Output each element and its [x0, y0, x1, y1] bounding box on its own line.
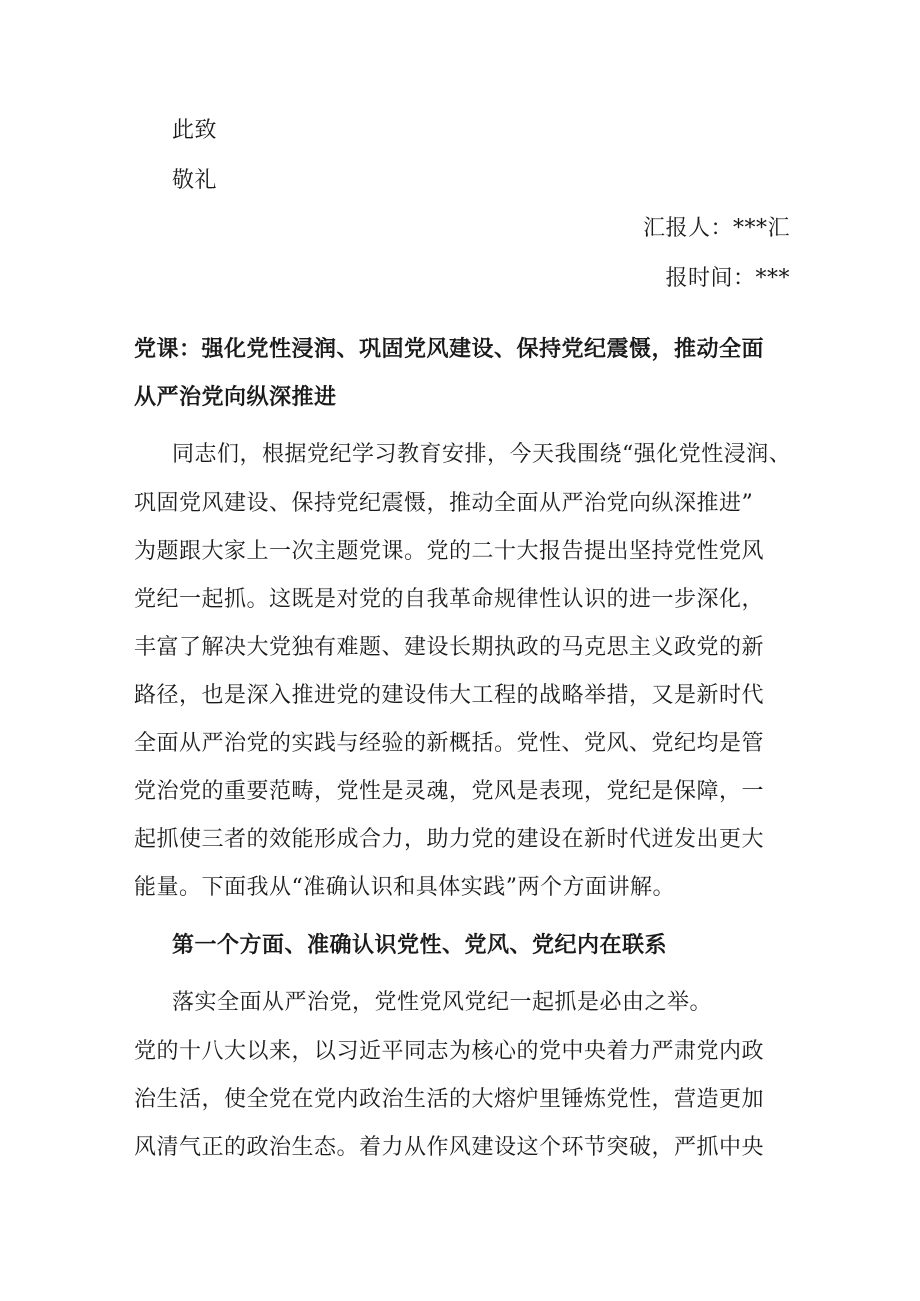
- page-title-line-2: 从严治党向纵深推进: [134, 384, 337, 410]
- paragraph-line: 全面从严治党的实践与经验的新概括。党性、党风、党纪均是管: [134, 731, 765, 756]
- paragraph-line: 党纪一起抓。这既是对党的自我革命规律性认识的进一步深化，: [134, 587, 765, 612]
- page-title-line-1: 党课：强化党性浸润、巩固党风建设、保持党纪震慑，推动全面: [134, 336, 765, 362]
- section-heading: 第一个方面、准确认识党性、党风、党纪内在联系: [172, 932, 668, 958]
- paragraph-line: 落实全面从严治党，党性党风党纪一起抓是必由之举。: [172, 990, 713, 1015]
- paragraph-line: 起抓使三者的效能形成合力，助力党的建设在新时代迸发出更大: [134, 827, 765, 852]
- paragraph-line: 党治党的重要范畴，党性是灵魂，党风是表现，党纪是保障，一: [134, 779, 765, 804]
- paragraph-line: 为题跟大家上一次主题党课。党的二十大报告提出坚持党性党风: [134, 539, 765, 564]
- paragraph-line: 党的十八大以来，以习近平同志为核心的党中央着力严肃党内政: [134, 1039, 765, 1064]
- paragraph-line: 巩固党风建设、保持党纪震慑，推动全面从严治党向纵深推进”: [134, 491, 754, 516]
- paragraph-line: 能量。下面我从“准确认识和具体实践”两个方面讲解。: [134, 875, 675, 900]
- closing-regards: 敬礼: [172, 168, 218, 193]
- report-time-line: 报时间：***: [665, 266, 790, 291]
- paragraph-line: 路径，也是深入推进党的建设伟大工程的战略举措，又是新时代: [134, 683, 765, 708]
- reporter-line: 汇报人：***汇: [642, 216, 790, 241]
- paragraph-line: 同志们，根据党纪学习教育安排，今天我围绕“强化党性浸润、: [172, 442, 792, 467]
- paragraph-line: 丰富了解决大党独有难题、建设长期执政的马克思主义政党的新: [134, 635, 765, 660]
- paragraph-line: 治生活，使全党在党内政治生活的大熔炉里锤炼党性，营造更加: [134, 1087, 765, 1112]
- closing-salutation: 此致: [172, 118, 218, 143]
- paragraph-line: 风清气正的政治生态。着力从作风建设这个环节突破，严抓中央: [134, 1135, 765, 1160]
